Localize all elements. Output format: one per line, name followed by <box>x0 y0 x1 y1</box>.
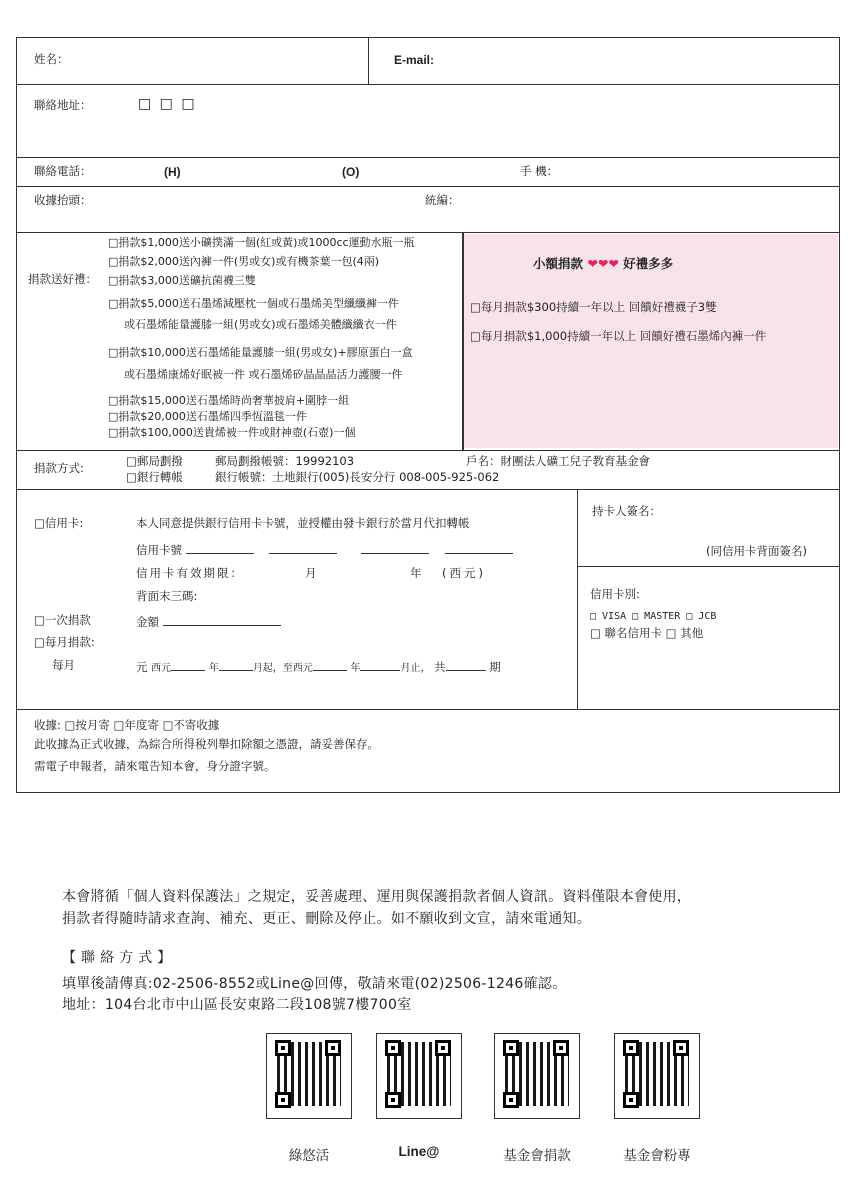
card-type-options[interactable]: □ VISA □ MASTER □ JCB <box>590 611 717 622</box>
to-label: 月起，至西元 <box>252 663 313 674</box>
contact-title: 【 聯 絡 方 式 】 <box>62 950 172 966</box>
small-donation-option[interactable]: □每月捐款$1,000持續一年以上 回饋好禮石墨烯內褲一件 <box>470 329 767 343</box>
each-month-label: 每月 <box>52 658 75 672</box>
qr-finder <box>385 1092 401 1108</box>
year-label: 年 <box>350 663 361 674</box>
receipt-options[interactable]: 收據: □按月寄 □年度寄 □不寄收據 <box>34 718 220 732</box>
e-filing-note: 需電子申報者，請來電告知本會，身分證字號。 <box>34 759 276 773</box>
monthly-period-row <box>136 659 501 675</box>
row-divider <box>16 232 840 233</box>
phone-label: 聯絡電話： <box>34 164 92 178</box>
qr-label: 基金會捐款 <box>503 1148 571 1164</box>
gift-option[interactable]: □捐款$100,000送貴烯被一件或財神壺(石壺)一個 <box>108 426 356 439</box>
contact-address: 地址：104台北市中山區長安東路二段108號7樓700室 <box>62 997 412 1013</box>
phone-home-label: (H) <box>164 165 181 179</box>
qr-finder <box>553 1040 569 1056</box>
cc-number-field[interactable] <box>361 542 429 554</box>
receipt-note: 此收據為正式收據，為綜合所得稅列舉扣除額之憑證，請妥善保存。 <box>34 737 379 751</box>
method-label: 捐款方式: <box>34 461 84 475</box>
gift-option[interactable]: □捐款$3,000送礦抗菌襪三雙 <box>108 274 256 287</box>
cc-year-label: 年 <box>410 566 422 580</box>
qr-finder <box>503 1092 519 1108</box>
row-divider <box>16 157 840 158</box>
qr-code-line[interactable] <box>376 1033 462 1119</box>
until-label: 月止， <box>400 663 431 674</box>
gift-label: 捐款送好禮： <box>28 272 97 286</box>
card-type-options-2[interactable]: □ 聯名信用卡 □ 其他 <box>590 626 704 640</box>
year-label: 年 <box>208 663 219 674</box>
heart-icon: ❤❤❤ <box>587 256 619 271</box>
gift-option[interactable]: □捐款$15,000送石墨烯時尚奢華披肩+圍脖一組 <box>108 394 350 407</box>
qr-finder <box>435 1040 451 1056</box>
privacy-notice: 本會將循「個人資料保護法」之規定，妥善處理、運用與保護捐款者個人資訊。資料僅限本會使用， <box>62 889 692 905</box>
start-month-field[interactable] <box>219 659 253 671</box>
gift-option[interactable]: □捐款$20,000送石墨烯四季恆溫毯一件 <box>108 410 307 423</box>
receipt-title-label: 收據抬頭： <box>34 193 92 207</box>
name-label: 姓名： <box>34 52 69 66</box>
qr-label: Line@ <box>398 1144 440 1159</box>
amount-row <box>136 614 281 630</box>
signature-label: 持卡人簽名： <box>592 504 661 518</box>
cc-number-label: 信用卡號 <box>136 543 182 557</box>
qr-finder <box>673 1040 689 1056</box>
qr-code-fanpage[interactable] <box>614 1033 700 1119</box>
cc-era-label: (西元) <box>442 566 486 580</box>
name-email-divider <box>368 37 369 84</box>
gift-option[interactable]: □捐款$2,000送內褲一件(男或女)或有機茶葉一包(4兩) <box>108 255 380 268</box>
row-divider <box>16 709 840 710</box>
from-label: 西元 <box>151 663 172 674</box>
method-postal-option[interactable]: □郵局劃撥 <box>126 454 183 468</box>
cc-number-field[interactable] <box>186 542 254 554</box>
postal-account-text: 郵局劃撥帳號：19992103 <box>215 454 355 468</box>
row-divider <box>16 489 840 490</box>
account-name-text: 戶名：財團法人礦工兒子教育基金會 <box>466 454 650 468</box>
credit-card-option[interactable]: □信用卡: <box>34 516 84 530</box>
email-label: E-mail: <box>394 53 435 67</box>
card-divider <box>577 489 578 709</box>
qr-code-donation[interactable] <box>494 1033 580 1119</box>
yuan-label: 元 <box>136 660 148 674</box>
start-year-field[interactable] <box>171 659 205 671</box>
qr-finder <box>275 1092 291 1108</box>
row-divider <box>16 186 840 187</box>
cc-number-field[interactable] <box>269 542 337 554</box>
end-year-field[interactable] <box>313 659 347 671</box>
total-label: 共 <box>434 660 446 674</box>
qr-finder <box>623 1040 639 1056</box>
gift-option[interactable]: □捐款$1,000送小礦撲滿一個(紅或黃)或1000cc運動水瓶一瓶 <box>108 236 415 249</box>
card-type-label: 信用卡別: <box>590 587 640 601</box>
cc-consent-text: 本人同意提供銀行信用卡卡號，並授權由發卡銀行於當月代扣轉帳 <box>136 516 470 530</box>
end-month-field[interactable] <box>360 659 400 671</box>
privacy-notice-2: 捐款者得隨時請求查詢、補充、更正、刪除及停止。如不願收到文宣，請來電通知。 <box>62 911 592 927</box>
monthly-donation-option[interactable]: □每月捐款: <box>34 635 95 649</box>
gift-option[interactable]: □捐款$5,000送石墨烯減壓枕一個或石墨烯美型纖纖褲一件 <box>108 297 399 310</box>
cc-number-row <box>136 542 513 558</box>
small-donation-title <box>533 256 673 271</box>
contact-fax: 填單後請傳真:02-2506-8552或Line@回傳，敬請來電(02)2506-1246確認。 <box>62 976 567 992</box>
bank-account-text: 銀行帳號：土地銀行(005)長安分行 008-005-925-062 <box>215 470 500 484</box>
qr-finder <box>623 1092 639 1108</box>
row-divider <box>16 84 840 85</box>
qr-code-green-life[interactable] <box>266 1033 352 1119</box>
qr-finder <box>503 1040 519 1056</box>
gift-option[interactable]: □捐款$10,000送石墨烯能量護膝一組(男或女)+膠原蛋白一盒 <box>108 346 413 359</box>
qr-label: 基金會粉專 <box>623 1148 691 1164</box>
periods-field[interactable] <box>446 659 486 671</box>
cc-month-label: 月 <box>305 566 317 580</box>
small-donation-title-text: 小額捐款 <box>533 256 584 271</box>
gift-option-alt: 或石墨烯能量護膝一組(男或女)或石墨烯美體纖纖衣一件 <box>124 318 397 331</box>
phone-office-label: (O) <box>342 165 360 179</box>
small-donation-title-text2: 好禮多多 <box>623 256 674 271</box>
qr-finder <box>275 1040 291 1056</box>
qr-finder <box>325 1040 341 1056</box>
signature-note: (同信用卡背面簽名) <box>706 544 807 558</box>
qr-finder <box>385 1040 401 1056</box>
signature-divider <box>577 566 840 567</box>
postal-code-boxes[interactable]: □ □ □ <box>138 96 197 112</box>
address-label: 聯絡地址： <box>34 98 92 112</box>
periods-label: 期 <box>489 660 501 674</box>
mobile-label: 手 機： <box>520 164 559 178</box>
row-divider <box>16 450 840 451</box>
cc-cvv-label: 背面末三碼: <box>136 589 198 603</box>
method-bank-option[interactable]: □銀行轉帳 <box>126 470 183 484</box>
gift-option-alt: 或石墨烯康烯好眠被一件 或石墨烯矽晶晶晶活力護腰一件 <box>124 368 403 381</box>
small-donation-option[interactable]: □每月捐款$300持續一年以上 回饋好禮襪子3雙 <box>470 300 717 314</box>
amount-field[interactable] <box>163 614 281 626</box>
cc-number-field[interactable] <box>445 542 513 554</box>
tax-id-label: 統編： <box>425 193 460 207</box>
cc-expiry-label: 信用卡有效期限： <box>136 566 244 580</box>
qr-label: 綠悠活 <box>288 1148 330 1164</box>
once-donation-option[interactable]: □一次捐款 <box>34 613 91 627</box>
amount-label: 金額 <box>136 615 159 629</box>
